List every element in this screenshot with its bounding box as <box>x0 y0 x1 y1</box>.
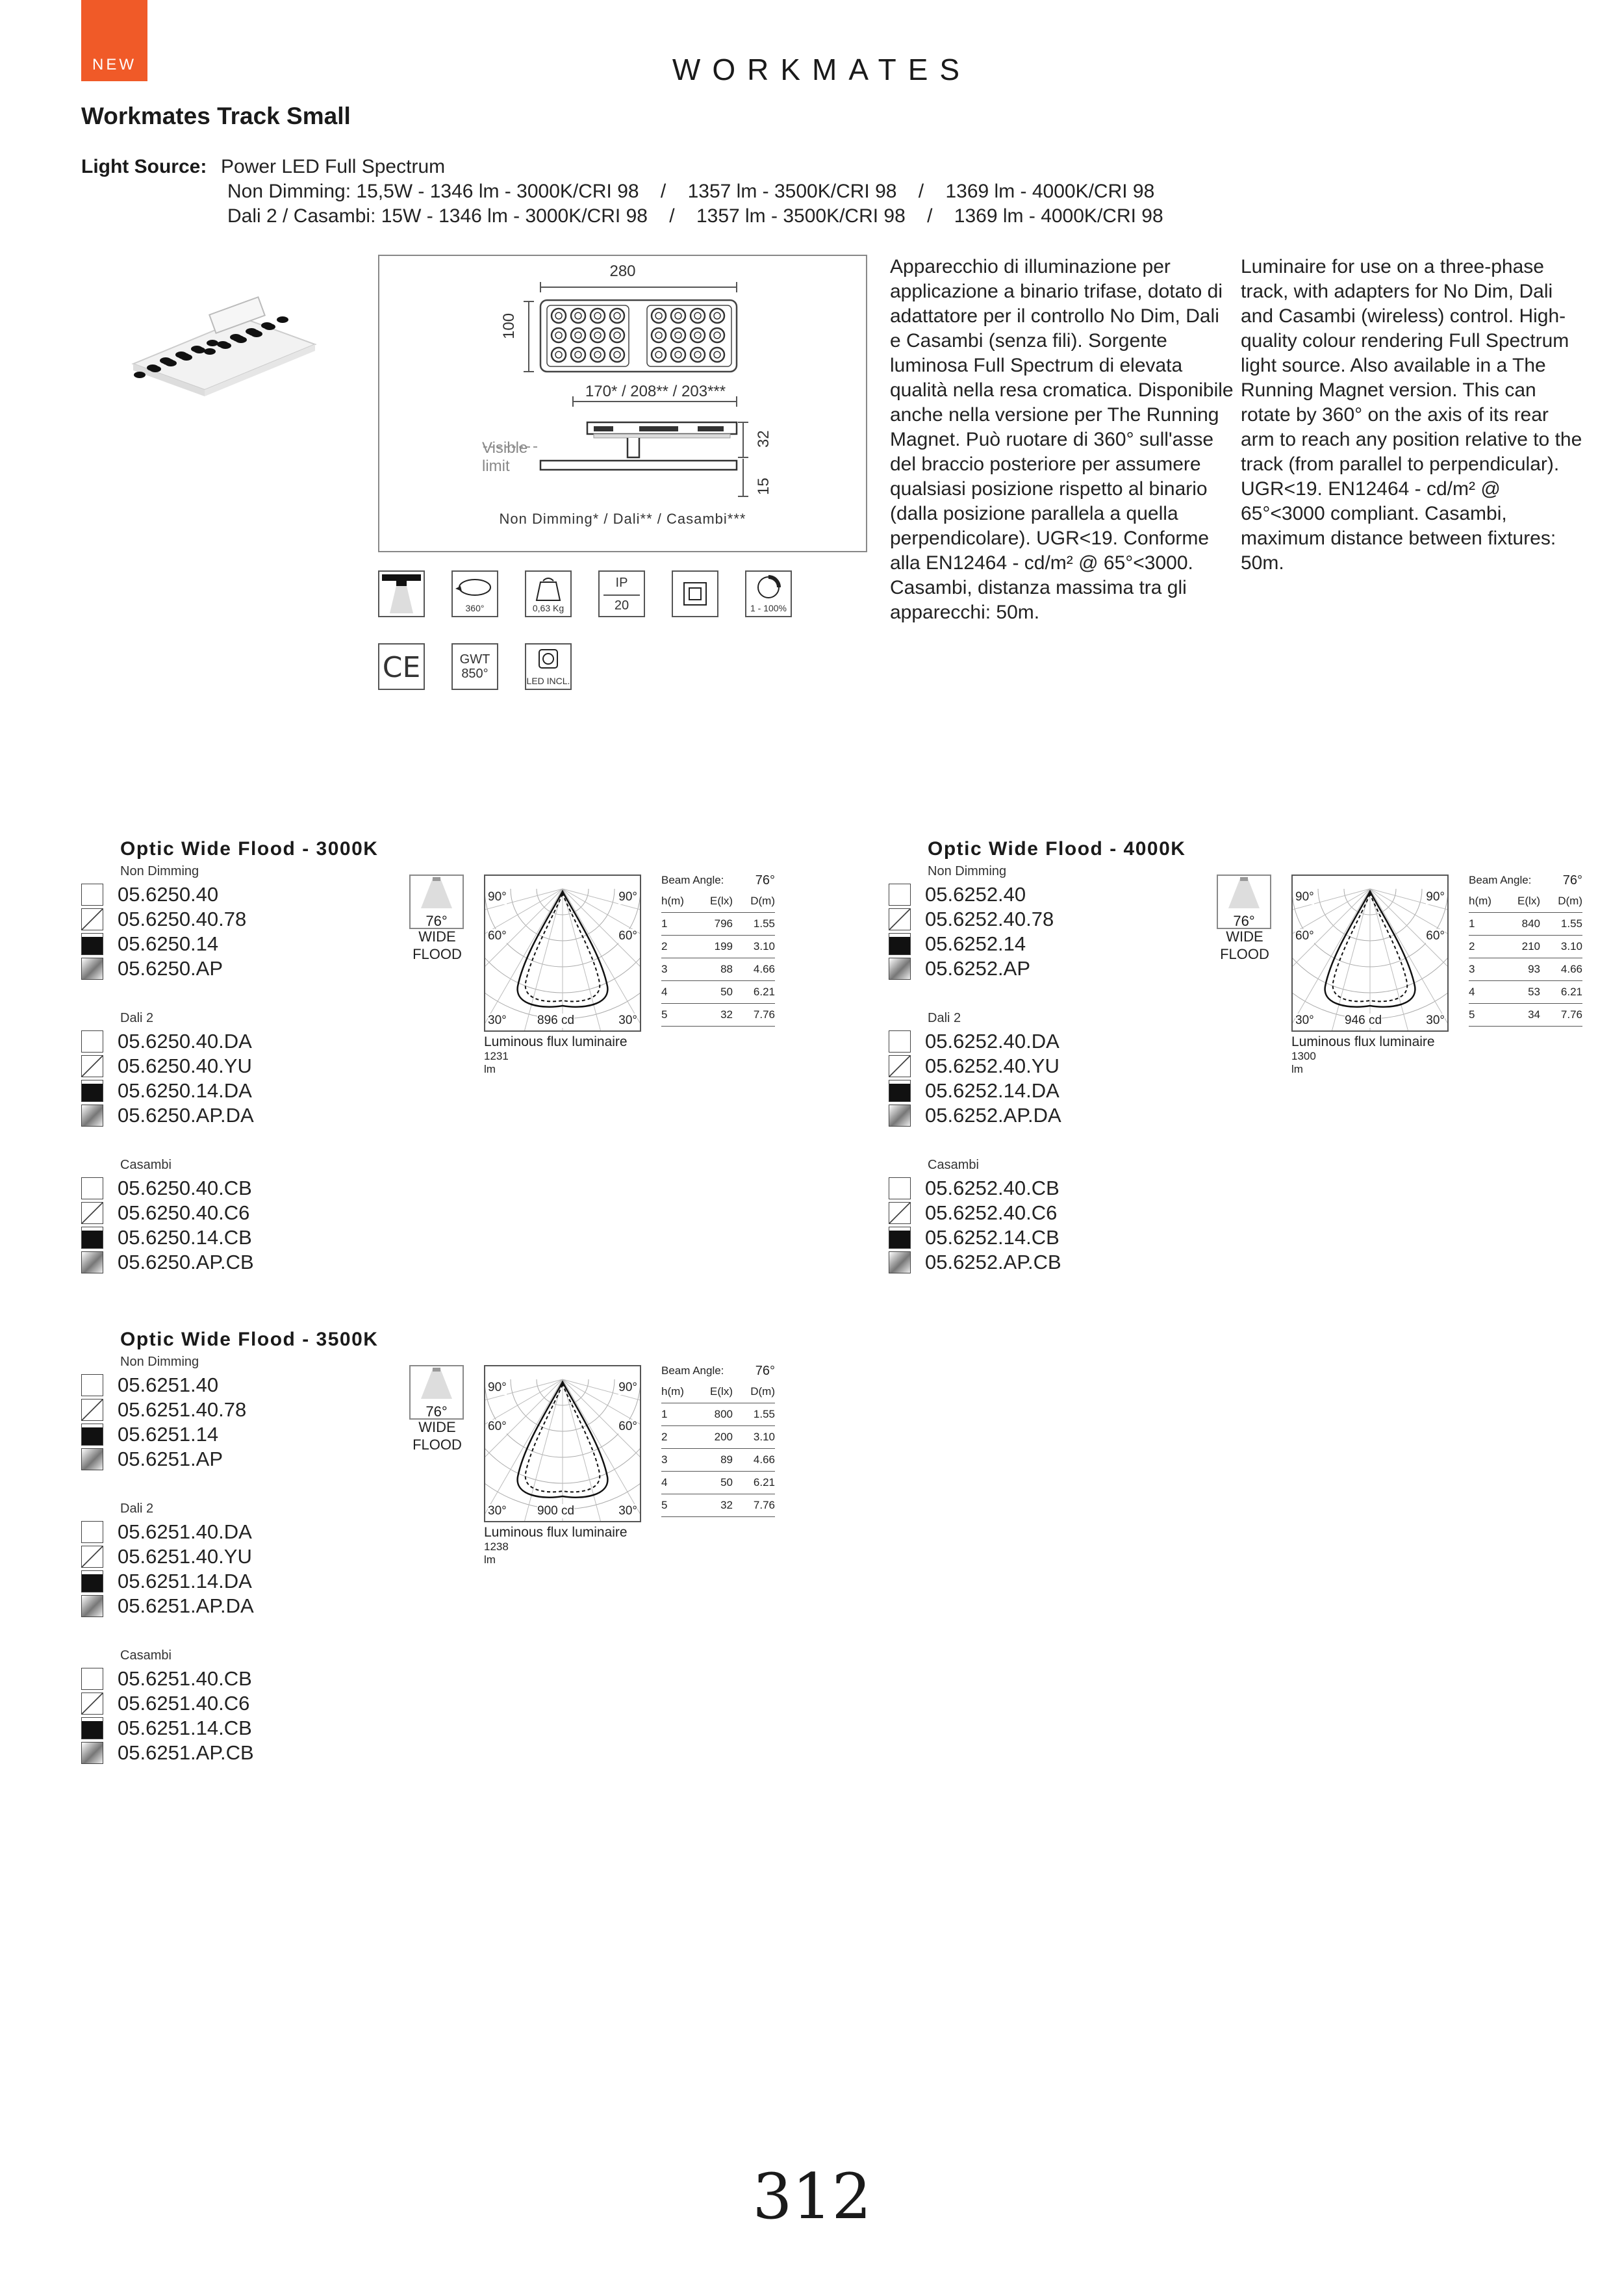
table-cell: 3.10 <box>753 1431 775 1443</box>
table-cell: 7.76 <box>1560 1008 1582 1021</box>
product-code-row <box>120 1741 254 1765</box>
table-cell: 3 <box>1469 963 1475 975</box>
table-cell: 7.76 <box>753 1499 775 1511</box>
product-code: 05.6250.40.CB <box>118 1177 252 1199</box>
polar-angle-label: 90° <box>618 1381 637 1394</box>
product-code-row <box>120 1544 252 1569</box>
finish-swatch <box>889 958 911 980</box>
finish-swatch <box>81 1742 103 1764</box>
photometric-table <box>661 871 775 1027</box>
product-code-row <box>120 1176 252 1201</box>
product-code: 05.6251.AP.DA <box>118 1594 254 1617</box>
product-code-row <box>120 1398 246 1422</box>
product-code: 05.6252.14.CB <box>925 1226 1059 1249</box>
polar-peak-intensity: 900 cd <box>537 1504 575 1518</box>
finish-swatch <box>81 1399 103 1421</box>
table-cell: 50 <box>720 986 733 998</box>
finish-swatch <box>81 1227 103 1249</box>
product-code: 05.6251.AP <box>118 1448 223 1470</box>
section-title: Optic Wide Flood - 4000K <box>928 838 1186 860</box>
product-code-row <box>925 1079 1059 1103</box>
product-code-row <box>120 956 223 981</box>
product-code-row <box>120 1201 249 1225</box>
section-title: Optic Wide Flood - 3500K <box>120 1329 379 1350</box>
beam-angle-value: 76° <box>1233 913 1255 929</box>
table-row <box>1469 1004 1582 1027</box>
table-cell: 1 <box>661 1408 668 1420</box>
table-row <box>661 1449 775 1472</box>
polar-angle-label: 60° <box>618 1420 637 1433</box>
table-cell: 32 <box>720 1008 733 1021</box>
new-badge: NEW <box>81 0 147 81</box>
product-code-row <box>120 1054 252 1079</box>
table-header: D(m) <box>1558 895 1582 907</box>
product-code: 05.6251.40.78 <box>118 1398 247 1421</box>
weight-icon <box>525 570 572 617</box>
table-cell: 1.55 <box>1560 917 1582 930</box>
table-cell: 7.76 <box>753 1008 775 1021</box>
beam-type-label: WIDE FLOOD <box>412 928 462 962</box>
product-code: 05.6251.40.CB <box>118 1667 252 1690</box>
table-header: D(m) <box>750 1385 775 1398</box>
table-cell: 4.66 <box>753 963 775 975</box>
product-code-row <box>925 1225 1059 1250</box>
product-code-row <box>120 932 218 956</box>
product-code: 05.6251.14.DA <box>118 1570 252 1592</box>
group-label: Non Dimming <box>928 864 1007 878</box>
table-cell: 800 <box>714 1408 733 1420</box>
product-code-row <box>120 907 246 932</box>
group-label: Casambi <box>120 1648 171 1663</box>
beam-angle-caption-value: 76° <box>1562 873 1582 888</box>
product-code: 05.6250.40.C6 <box>118 1201 250 1224</box>
finish-swatch <box>889 884 911 906</box>
table-cell: 4 <box>661 986 668 998</box>
finish-swatch <box>889 1055 911 1077</box>
dim-32: 32 <box>755 430 772 448</box>
product-code-row <box>120 1079 252 1103</box>
polar-diagram <box>484 875 641 1032</box>
finish-swatch <box>81 1055 103 1077</box>
table-cell: 5 <box>1469 1008 1475 1021</box>
beam-angle-caption-value: 76° <box>755 873 775 888</box>
finish-swatch <box>889 908 911 930</box>
finish-swatch <box>81 1105 103 1127</box>
polar-angle-label: 60° <box>1295 929 1314 943</box>
table-cell: 1.55 <box>753 917 775 930</box>
table-cell: 3.10 <box>753 940 775 952</box>
luminous-flux-value: 1231 lm <box>484 1050 509 1075</box>
dim-15: 15 <box>755 478 772 495</box>
finish-swatch <box>81 1668 103 1690</box>
table-cell: 2 <box>661 940 668 952</box>
beam-cone-icon <box>411 1366 463 1400</box>
product-code-row <box>120 1373 218 1398</box>
table-header: D(m) <box>750 895 775 907</box>
product-code-row <box>120 1447 223 1472</box>
product-code: 05.6250.14.CB <box>118 1226 252 1249</box>
product-code: 05.6252.40.YU <box>925 1054 1059 1077</box>
finish-swatch <box>81 958 103 980</box>
finish-swatch <box>81 1546 103 1568</box>
product-code: 05.6250.AP.CB <box>118 1251 254 1273</box>
photometric-table <box>661 1361 775 1517</box>
polar-angle-label: 30° <box>1295 1014 1314 1027</box>
product-code-row <box>120 1520 252 1544</box>
finish-swatch <box>81 1251 103 1273</box>
table-cell: 1 <box>1469 917 1475 930</box>
table-cell: 3.10 <box>1560 940 1582 952</box>
finish-swatch <box>81 1717 103 1739</box>
product-code-row <box>120 1716 252 1741</box>
rotation-label: 360° <box>465 603 485 613</box>
product-code-row <box>120 1250 254 1275</box>
polar-diagram <box>1291 875 1449 1032</box>
finish-swatch <box>81 1570 103 1592</box>
polar-angle-label: 90° <box>488 1381 507 1394</box>
product-code-row <box>120 1594 254 1618</box>
product-code: 05.6252.AP <box>925 957 1031 980</box>
table-cell: 2 <box>1469 940 1475 952</box>
product-code-row <box>925 932 1026 956</box>
led-label: LED INCL. <box>526 676 570 686</box>
dimming-icon <box>745 570 792 617</box>
beam-type-label: WIDE FLOOD <box>412 1419 462 1453</box>
group-label: Dali 2 <box>928 1011 961 1025</box>
polar-angle-label: 60° <box>488 1420 507 1433</box>
table-cell: 210 <box>1521 940 1540 952</box>
table-row <box>661 1494 775 1517</box>
product-code: 05.6251.AP.CB <box>118 1741 254 1764</box>
luminous-flux-label: Luminous flux luminaire <box>484 1525 628 1540</box>
table-row <box>1469 936 1582 958</box>
beam-cone-icon <box>1218 876 1270 910</box>
table-header: h(m) <box>661 895 684 907</box>
group-label: Non Dimming <box>120 864 199 878</box>
beam-cone-icon <box>411 876 463 910</box>
beam-angle-caption: Beam Angle: <box>1469 874 1532 886</box>
table-cell: 34 <box>1528 1008 1540 1021</box>
product-code: 05.6251.40.YU <box>118 1545 252 1568</box>
table-cell: 88 <box>720 963 733 975</box>
ce-mark-icon: CE <box>378 643 425 690</box>
table-header-row <box>661 890 775 913</box>
polar-angle-label: 60° <box>1426 929 1445 943</box>
description-italian: Apparecchio di illuminazione per applicazione a binario trifase, dotato di adattatore per il controllo No Dim, Dali e Casambi (senza fili). Sorgente luminosa Full Spectrum di elevata qualità nella resa cromatica. Disponibile anche nella versione per The Running Magnet. Può ruotare di 360° sull'asse del braccio posteriore per assumere qualsiasi posizione rispetto al binario (dalla posizione parallela a quella perpendicolare). UGR<19. Conforme alla EN12464 - cd/m² @ 65°<3000. Casambi, distanza massima tra gli apparecchi: 50m. <box>890 256 1234 623</box>
polar-peak-intensity: 946 cd <box>1345 1014 1382 1027</box>
polar-diagram <box>484 1365 641 1522</box>
beam-angle-icon <box>409 1365 464 1420</box>
finish-swatch <box>81 908 103 930</box>
product-code: 05.6251.40 <box>118 1373 219 1396</box>
product-code-row <box>120 1667 252 1691</box>
product-code: 05.6250.40 <box>118 883 219 906</box>
table-cell: 4.66 <box>1560 963 1582 975</box>
table-header-row <box>1469 890 1582 913</box>
polar-angle-label: 30° <box>488 1504 507 1518</box>
finish-swatch <box>81 1177 103 1199</box>
product-code: 05.6252.AP.CB <box>925 1251 1061 1273</box>
product-code: 05.6252.40 <box>925 883 1026 906</box>
table-header-row <box>661 1381 775 1403</box>
table-row <box>1469 981 1582 1004</box>
finish-swatch <box>81 1202 103 1224</box>
light-source-line-1: Power LED Full Spectrum <box>221 156 446 177</box>
product-code: 05.6252.40.DA <box>925 1030 1059 1053</box>
finish-swatch <box>81 1448 103 1470</box>
dimming-label: 1 - 100% <box>750 603 787 613</box>
polar-angle-label: 30° <box>1426 1014 1445 1027</box>
product-code-row <box>120 1422 218 1447</box>
product-code-row <box>925 907 1054 932</box>
product-code-row <box>925 1250 1061 1275</box>
beam-angle-value: 76° <box>425 1403 448 1420</box>
finish-swatch <box>889 1105 911 1127</box>
finish-swatch <box>81 1374 103 1396</box>
product-code: 05.6251.14 <box>118 1423 219 1446</box>
group-label: Dali 2 <box>120 1501 154 1516</box>
page-number: 312 <box>752 2160 872 2233</box>
ip-value: 20 <box>603 594 640 613</box>
product-code-row <box>120 1029 252 1054</box>
table-row <box>661 958 775 981</box>
product-photo <box>127 289 322 403</box>
table-row <box>1469 913 1582 936</box>
polar-angle-label: 90° <box>488 890 507 904</box>
table-header: h(m) <box>1469 895 1491 907</box>
table-cell: 6.21 <box>753 1476 775 1488</box>
table-row <box>661 1426 775 1449</box>
polar-angle-label: 30° <box>488 1014 507 1027</box>
finish-swatch <box>81 1424 103 1446</box>
gwt-label: GWT 850° <box>459 652 490 681</box>
gwt-icon <box>451 643 498 690</box>
finish-swatch <box>81 1521 103 1543</box>
dim-width: 280 <box>609 262 636 280</box>
table-cell: 199 <box>714 940 733 952</box>
weight-label: 0,63 Kg <box>532 603 565 613</box>
table-header: h(m) <box>661 1385 684 1398</box>
polar-peak-intensity: 896 cd <box>537 1014 575 1027</box>
table-cell: 3 <box>661 963 668 975</box>
group-label: Casambi <box>928 1158 979 1172</box>
table-cell: 5 <box>661 1499 668 1511</box>
table-cell: 32 <box>720 1499 733 1511</box>
beam-angle-caption-value: 76° <box>755 1363 775 1378</box>
table-row <box>661 1004 775 1027</box>
product-code: 05.6252.14 <box>925 932 1026 955</box>
product-code-row <box>925 956 1031 981</box>
luminous-flux-value: 1238 lm <box>484 1540 509 1566</box>
luminous-flux-label: Luminous flux luminaire <box>1291 1034 1435 1049</box>
table-cell: 3 <box>661 1453 668 1466</box>
ip-label: IP <box>615 576 628 590</box>
group-label: Non Dimming <box>120 1355 199 1369</box>
polar-angle-label: 90° <box>1426 890 1445 904</box>
light-source-line-2: Non Dimming: 15,5W - 1346 lm - 3000K/CRI 98 / 1357 lm - 3500K/CRI 98 / 1369 lm - 4000K/CRI 98 <box>227 181 1155 202</box>
light-source-label: Light Source: <box>81 156 207 177</box>
polar-angle-label: 60° <box>488 929 507 943</box>
finish-swatch <box>81 1030 103 1053</box>
product-code-row <box>120 882 218 907</box>
table-cell: 53 <box>1528 986 1540 998</box>
finish-swatch <box>889 933 911 955</box>
recessed-light-icon <box>378 570 425 617</box>
beam-type-label: WIDE FLOOD <box>1220 928 1269 962</box>
description-english: Luminaire for use on a three-phase track, with adapters for No Dim, Dali and Casambi (wireless) control. High-quality colour rendering Full Spectrum light source. Also available in a The Running Magnet version. This can rotate by 360° on the axis of its rear arm to reach any position relative to the track (from parallel to perpendicular). UGR<19. EN12464 - cd/m² @ 65°<3000 compliant. Casambi, maximum distance between fixtures: 50m. <box>1241 256 1582 574</box>
product-code-row <box>925 882 1026 907</box>
table-cell: 50 <box>720 1476 733 1488</box>
table-header: E(lx) <box>1517 895 1540 907</box>
table-cell: 5 <box>661 1008 668 1021</box>
group-label: Casambi <box>120 1158 171 1172</box>
product-code-row <box>120 1225 252 1250</box>
table-header: E(lx) <box>710 895 733 907</box>
section-title: Optic Wide Flood - 3000K <box>120 838 379 860</box>
finish-swatch <box>889 1202 911 1224</box>
dim-lengths: 170* / 208** / 203*** <box>585 383 726 400</box>
product-code-row <box>925 1176 1059 1201</box>
ip-rating-icon <box>598 570 645 617</box>
table-row <box>661 913 775 936</box>
product-code: 05.6250.AP <box>118 957 223 980</box>
dimension-drawing <box>378 255 867 552</box>
finish-swatch <box>889 1227 911 1249</box>
table-cell: 2 <box>661 1431 668 1443</box>
group-label: Dali 2 <box>120 1011 154 1025</box>
product-code: 05.6252.40.C6 <box>925 1201 1058 1224</box>
product-code: 05.6251.14.CB <box>118 1717 252 1739</box>
finish-swatch <box>889 1030 911 1053</box>
product-code: 05.6251.40.DA <box>118 1520 252 1543</box>
dim-height: 100 <box>500 313 518 339</box>
beam-angle-value: 76° <box>425 913 448 929</box>
product-code: 05.6252.40.CB <box>925 1177 1059 1199</box>
class-insulation-icon <box>672 570 718 617</box>
product-code-row <box>120 1103 254 1128</box>
product-code-row <box>925 1054 1059 1079</box>
product-code: 05.6250.40.YU <box>118 1054 252 1077</box>
table-cell: 4 <box>1469 986 1475 998</box>
brand-title: WORKMATES <box>672 53 972 86</box>
finish-swatch <box>81 1080 103 1102</box>
table-cell: 6.21 <box>1560 986 1582 998</box>
beam-angle-icon <box>1217 875 1271 929</box>
product-title: Workmates Track Small <box>81 103 351 129</box>
product-code: 05.6252.14.DA <box>925 1079 1059 1102</box>
table-cell: 6.21 <box>753 986 775 998</box>
product-code-row <box>120 1569 252 1594</box>
product-code: 05.6250.40.78 <box>118 908 247 930</box>
product-code: 05.6252.40.78 <box>925 908 1054 930</box>
finish-swatch <box>81 1693 103 1715</box>
product-code: 05.6250.14.DA <box>118 1079 252 1102</box>
finish-swatch <box>81 933 103 955</box>
table-cell: 4 <box>661 1476 668 1488</box>
table-cell: 4.66 <box>753 1453 775 1466</box>
table-header: E(lx) <box>710 1385 733 1398</box>
table-row <box>661 936 775 958</box>
product-code: 05.6250.14 <box>118 932 219 955</box>
luminous-flux-label: Luminous flux luminaire <box>484 1034 628 1049</box>
product-code: 05.6252.AP.DA <box>925 1104 1061 1127</box>
beam-angle-caption: Beam Angle: <box>661 874 724 886</box>
table-row <box>661 981 775 1004</box>
polar-angle-label: 30° <box>618 1504 637 1518</box>
table-cell: 1.55 <box>753 1408 775 1420</box>
led-included-icon <box>525 643 572 690</box>
polar-angle-label: 60° <box>618 929 637 943</box>
beam-angle-caption: Beam Angle: <box>661 1364 724 1377</box>
product-code: 05.6250.40.DA <box>118 1030 252 1053</box>
table-cell: 89 <box>720 1453 733 1466</box>
table-cell: 796 <box>714 917 733 930</box>
light-source-line-3: Dali 2 / Casambi: 15W - 1346 lm - 3000K/CRI 98 / 1357 lm - 3500K/CRI 98 / 1369 lm - 4000K/CRI 98 <box>227 205 1163 227</box>
table-row <box>1469 958 1582 981</box>
finish-swatch <box>889 1080 911 1102</box>
polar-angle-label: 90° <box>618 890 637 904</box>
table-row <box>661 1472 775 1494</box>
drawing-caption: Non Dimming* / Dali** / Casambi*** <box>499 511 746 527</box>
product-code: 05.6250.AP.DA <box>118 1104 254 1127</box>
finish-swatch <box>889 1251 911 1273</box>
table-cell: 840 <box>1521 917 1540 930</box>
finish-swatch <box>81 1595 103 1617</box>
polar-angle-label: 90° <box>1295 890 1314 904</box>
table-cell: 1 <box>661 917 668 930</box>
luminous-flux-value: 1300 lm <box>1291 1050 1316 1075</box>
finish-swatch <box>81 884 103 906</box>
product-code-row <box>925 1201 1058 1225</box>
polar-angle-label: 30° <box>618 1014 637 1027</box>
table-cell: 200 <box>714 1431 733 1443</box>
product-code-row <box>120 1691 249 1716</box>
rotation-icon <box>451 570 498 617</box>
photometric-table <box>1469 871 1582 1027</box>
product-code-row <box>925 1029 1059 1054</box>
visible-limit-label: Visible limit <box>482 439 528 475</box>
product-code-row <box>925 1103 1061 1128</box>
product-code: 05.6251.40.C6 <box>118 1692 250 1715</box>
table-row <box>661 1403 775 1426</box>
beam-angle-icon <box>409 875 464 929</box>
table-cell: 93 <box>1528 963 1540 975</box>
finish-swatch <box>889 1177 911 1199</box>
